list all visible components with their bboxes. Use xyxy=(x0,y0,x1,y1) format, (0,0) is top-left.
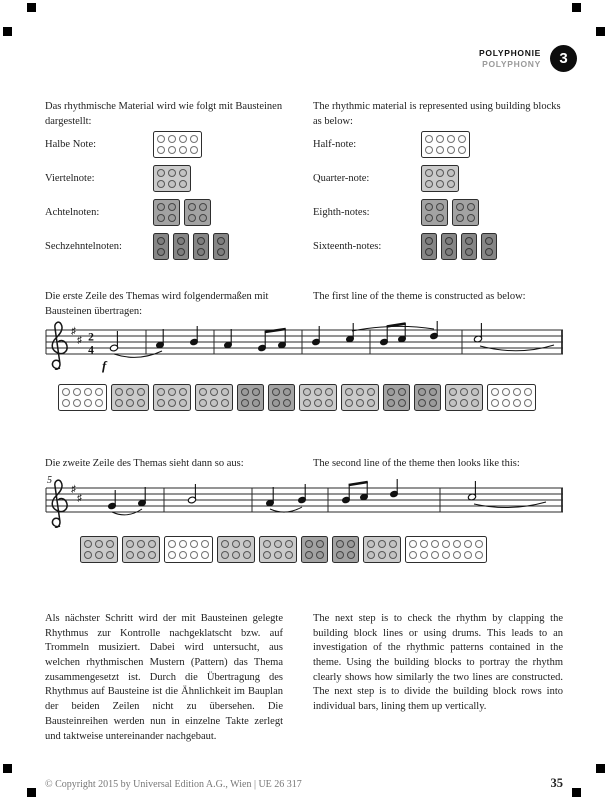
building-block-quarter xyxy=(122,536,160,563)
stud xyxy=(210,388,218,396)
stud xyxy=(201,551,209,559)
stud xyxy=(367,540,375,548)
note-type-label: Achtelnoten: xyxy=(45,206,100,218)
dynamic-marking: f xyxy=(102,358,107,373)
legend-column-german xyxy=(45,127,283,263)
stud xyxy=(95,551,103,559)
building-block-eighth xyxy=(452,199,479,226)
stud xyxy=(168,203,176,211)
stud xyxy=(274,540,282,548)
building-block-quarter xyxy=(153,165,191,192)
stud xyxy=(197,237,205,245)
stud xyxy=(436,203,444,211)
line2-caption-german: Die zweite Zeile des Themas sieht dann so aus: xyxy=(45,458,244,469)
stud xyxy=(502,388,510,396)
line2-caption-row xyxy=(45,457,563,472)
stud xyxy=(425,203,433,211)
stud xyxy=(387,388,395,396)
stud xyxy=(157,237,165,245)
stud xyxy=(387,399,395,407)
building-block-sixteenth xyxy=(193,233,209,260)
building-block-quarter xyxy=(195,384,233,411)
intro-text-german: Das rhythmische Material wird wie folgt mit Bausteinen dargestellt: xyxy=(45,101,283,127)
stud xyxy=(177,248,185,256)
stud xyxy=(210,399,218,407)
stud xyxy=(336,551,344,559)
building-block-eighth xyxy=(268,384,295,411)
stud xyxy=(458,135,466,143)
stud xyxy=(305,540,313,548)
copyright-notice: © Copyright 2015 by Universal Edition A.G., Wien | UE 26 317 xyxy=(45,779,302,790)
stud xyxy=(436,180,444,188)
stud xyxy=(157,388,165,396)
note-type-label: Halbe Note: xyxy=(45,138,97,150)
building-block-sixteenth xyxy=(441,233,457,260)
stud xyxy=(485,237,493,245)
building-block-eighth xyxy=(237,384,264,411)
page-number: 35 xyxy=(550,776,563,790)
stud xyxy=(425,248,433,256)
stud xyxy=(316,540,324,548)
building-block-half xyxy=(487,384,536,411)
stud xyxy=(126,399,134,407)
stud xyxy=(95,540,103,548)
stud xyxy=(137,540,145,548)
building-block-sixteenth xyxy=(421,233,437,260)
crop-mark xyxy=(596,764,605,773)
stud xyxy=(409,540,417,548)
building-block-half xyxy=(58,384,107,411)
stud xyxy=(314,388,322,396)
staff-lines xyxy=(46,330,563,354)
stud xyxy=(243,540,251,548)
stud xyxy=(84,399,92,407)
stud xyxy=(465,237,473,245)
treble-clef-icon xyxy=(52,322,67,369)
building-block-quarter xyxy=(299,384,337,411)
line2-caption-english: The second line of the theme then looks like this: xyxy=(313,458,520,469)
stud xyxy=(168,399,176,407)
stud xyxy=(241,388,249,396)
building-block-half xyxy=(164,536,213,563)
stud xyxy=(95,388,103,396)
stud xyxy=(157,248,165,256)
crop-mark xyxy=(27,788,36,797)
building-block-sixteenth xyxy=(213,233,229,260)
intro-row xyxy=(45,100,563,129)
stud xyxy=(325,399,333,407)
stud xyxy=(274,551,282,559)
building-block-quarter xyxy=(421,165,459,192)
stud xyxy=(179,551,187,559)
stud xyxy=(356,388,364,396)
stud xyxy=(179,135,187,143)
stud xyxy=(305,551,313,559)
building-block-eighth xyxy=(383,384,410,411)
stud xyxy=(84,540,92,548)
time-signature-lower: 4 xyxy=(88,344,94,357)
stud xyxy=(436,214,444,222)
stud xyxy=(431,551,439,559)
legend-row-quarter xyxy=(313,161,563,195)
note-type-label: Half-note: xyxy=(313,138,357,150)
line1-caption-english: The first line of the theme is constructed as below: xyxy=(313,291,526,302)
stud xyxy=(168,169,176,177)
stud xyxy=(378,551,386,559)
stud xyxy=(157,203,165,211)
building-block-eighth xyxy=(332,536,359,563)
stud xyxy=(126,540,134,548)
stud xyxy=(420,551,428,559)
music-staff-line-1 xyxy=(42,316,567,380)
stud xyxy=(447,180,455,188)
stud xyxy=(157,135,165,143)
stud xyxy=(148,551,156,559)
stud xyxy=(431,540,439,548)
body-text-english: The next step is to check the rhythm by clapping the building block lines or using drums. This leads to an investigation of the rhythmic patterns contained in the theme. Using the building blocks to portray the rhythm clearly shows how similarly the two lines are constructed. The next step is to divide the building block rows into individual bars, lining them up vertically. xyxy=(313,613,563,713)
legend-row-sixteenth xyxy=(313,229,563,263)
building-block-quarter xyxy=(80,536,118,563)
stud xyxy=(458,146,466,154)
stud xyxy=(190,540,198,548)
building-block-quarter xyxy=(111,384,149,411)
stud xyxy=(232,551,240,559)
stud xyxy=(157,399,165,407)
building-block-eighth xyxy=(421,199,448,226)
stud xyxy=(449,388,457,396)
body-text-german: Als nächster Schritt wird der mit Bausteinen gelegte Rhythmus zur Kontrolle nachgeklatscht bzw. auf Trommeln musiziert. Dabei wird untersucht, aus welchen rhythmischen Mustern (Pattern) das Thema zusammengesetzt ist. Durch die Übertragung des Rhythmus auf Bausteine ist die Ähnlichkeit im Bauplan der beiden Zeilen nicht zu übersehen. Die Bausteinreihen werden nun in einzelne Takte zerlegt und taktweise untereinander nachgebaut. xyxy=(45,613,283,742)
stud xyxy=(157,180,165,188)
stud xyxy=(442,551,450,559)
stud xyxy=(232,540,240,548)
chapter-titles xyxy=(479,48,541,69)
stud xyxy=(252,399,260,407)
legend-row-eighth xyxy=(313,195,563,229)
chapter-title-english: POLYPHONY xyxy=(482,58,541,69)
building-block-quarter xyxy=(341,384,379,411)
stud xyxy=(398,388,406,396)
stud xyxy=(157,169,165,177)
stud xyxy=(491,399,499,407)
stud xyxy=(84,388,92,396)
stud xyxy=(336,540,344,548)
chapter-title-german: POLYPHONIE xyxy=(479,47,541,58)
stud xyxy=(471,399,479,407)
building-block-quarter xyxy=(259,536,297,563)
stud xyxy=(179,180,187,188)
measure-number: 5 xyxy=(47,475,52,486)
legend-blocks xyxy=(153,199,211,226)
stud xyxy=(447,135,455,143)
stud xyxy=(420,540,428,548)
stud xyxy=(137,551,145,559)
stud xyxy=(179,540,187,548)
building-block-quarter xyxy=(217,536,255,563)
stud xyxy=(115,399,123,407)
stud xyxy=(168,540,176,548)
stud xyxy=(513,399,521,407)
stud xyxy=(179,388,187,396)
stud xyxy=(524,399,532,407)
stud xyxy=(190,135,198,143)
note-type-label: Sechzehntelnoten: xyxy=(45,240,122,252)
stud xyxy=(126,551,134,559)
stud xyxy=(467,214,475,222)
stud xyxy=(347,551,355,559)
stud xyxy=(188,203,196,211)
stud xyxy=(425,135,433,143)
stud xyxy=(425,180,433,188)
stud xyxy=(465,248,473,256)
stud xyxy=(447,169,455,177)
stud xyxy=(303,399,311,407)
stud xyxy=(429,399,437,407)
legend-row-eighth xyxy=(45,195,283,229)
stud xyxy=(347,540,355,548)
treble-clef-icon xyxy=(52,480,67,527)
stud xyxy=(168,551,176,559)
sharp-icon: ♯ xyxy=(71,484,76,495)
stud xyxy=(356,399,364,407)
building-block-quarter xyxy=(153,384,191,411)
stud xyxy=(201,540,209,548)
legend-blocks xyxy=(153,233,229,260)
stud xyxy=(464,540,472,548)
stud xyxy=(199,203,207,211)
stud xyxy=(456,203,464,211)
page-header xyxy=(479,45,577,72)
stud xyxy=(179,146,187,154)
stud xyxy=(197,248,205,256)
stud xyxy=(475,540,483,548)
legend-blocks xyxy=(421,233,497,260)
stud xyxy=(445,237,453,245)
building-block-long xyxy=(405,536,487,563)
stud xyxy=(137,388,145,396)
stud xyxy=(460,388,468,396)
stud xyxy=(252,388,260,396)
stud xyxy=(148,540,156,548)
legend-row-half xyxy=(45,127,283,161)
stud xyxy=(126,388,134,396)
stud xyxy=(418,388,426,396)
stud xyxy=(367,551,375,559)
stud xyxy=(272,399,280,407)
stud xyxy=(316,551,324,559)
stud xyxy=(179,399,187,407)
stud xyxy=(460,399,468,407)
stud xyxy=(475,551,483,559)
building-block-sixteenth xyxy=(461,233,477,260)
stud xyxy=(345,399,353,407)
stud xyxy=(442,540,450,548)
stud xyxy=(513,388,521,396)
stud xyxy=(221,388,229,396)
note-type-label: Eighth-notes: xyxy=(313,206,370,218)
stud xyxy=(502,399,510,407)
note-legend xyxy=(45,127,563,263)
stud xyxy=(168,180,176,188)
slurs xyxy=(112,502,546,515)
stud xyxy=(285,540,293,548)
stud xyxy=(106,540,114,548)
stud xyxy=(221,551,229,559)
stud xyxy=(447,146,455,154)
stud xyxy=(217,248,225,256)
crop-mark xyxy=(3,764,12,773)
stud xyxy=(272,388,280,396)
stud xyxy=(425,214,433,222)
stud xyxy=(188,214,196,222)
crop-mark xyxy=(572,3,581,12)
stud xyxy=(137,399,145,407)
stud xyxy=(168,388,176,396)
stud xyxy=(418,399,426,407)
stud xyxy=(283,388,291,396)
building-block-sixteenth xyxy=(153,233,169,260)
stud xyxy=(471,388,479,396)
building-block-half xyxy=(153,131,202,158)
stud xyxy=(485,248,493,256)
stud xyxy=(106,551,114,559)
building-block-eighth xyxy=(153,199,180,226)
stud xyxy=(73,399,81,407)
stud xyxy=(436,169,444,177)
stud xyxy=(325,388,333,396)
stud xyxy=(464,551,472,559)
stud xyxy=(241,399,249,407)
stud xyxy=(314,399,322,407)
stud xyxy=(221,540,229,548)
stud xyxy=(168,135,176,143)
stud xyxy=(453,540,461,548)
stud xyxy=(449,399,457,407)
crop-mark xyxy=(572,788,581,797)
body-row xyxy=(45,612,563,744)
stud xyxy=(199,388,207,396)
stud xyxy=(95,399,103,407)
legend-blocks xyxy=(153,165,191,192)
stud xyxy=(367,388,375,396)
block-row-line-2 xyxy=(80,536,487,563)
stud xyxy=(190,551,198,559)
stud xyxy=(168,146,176,154)
legend-column-english xyxy=(313,127,563,263)
stud xyxy=(467,203,475,211)
legend-blocks xyxy=(421,199,479,226)
stud xyxy=(62,388,70,396)
stud xyxy=(389,551,397,559)
stud xyxy=(73,388,81,396)
sharp-icon: ♯ xyxy=(77,335,82,346)
building-block-eighth xyxy=(414,384,441,411)
note-type-label: Sixteenth-notes: xyxy=(313,240,382,252)
line1-caption-row xyxy=(45,290,563,319)
stud xyxy=(378,540,386,548)
stud xyxy=(303,388,311,396)
stud xyxy=(157,214,165,222)
stud xyxy=(84,551,92,559)
legend-blocks xyxy=(421,131,470,158)
building-block-sixteenth xyxy=(173,233,189,260)
legend-blocks xyxy=(421,165,459,192)
stud xyxy=(436,135,444,143)
legend-blocks xyxy=(153,131,202,158)
building-block-half xyxy=(421,131,470,158)
stud xyxy=(524,388,532,396)
stud xyxy=(453,551,461,559)
stud xyxy=(425,169,433,177)
crop-mark xyxy=(3,27,12,36)
crop-mark xyxy=(596,27,605,36)
legend-row-half xyxy=(313,127,563,161)
stud xyxy=(425,146,433,154)
music-staff-line-2 xyxy=(42,474,567,538)
stud xyxy=(199,399,207,407)
stud xyxy=(285,551,293,559)
note-type-label: Quarter-note: xyxy=(313,172,370,184)
line1-caption-german: Die erste Zeile des Themas wird folgendermaßen mit Bausteinen übertragen: xyxy=(45,291,269,317)
building-block-quarter xyxy=(363,536,401,563)
sharp-icon: ♯ xyxy=(71,326,76,337)
stud xyxy=(409,551,417,559)
stud xyxy=(283,399,291,407)
building-block-quarter xyxy=(445,384,483,411)
building-block-eighth xyxy=(184,199,211,226)
intro-text-english: The rhythmic material is represented using building blocks as below: xyxy=(313,101,561,127)
note-type-label: Viertelnote: xyxy=(45,172,95,184)
page-footer xyxy=(45,776,563,791)
stud xyxy=(491,388,499,396)
stud xyxy=(389,540,397,548)
stud xyxy=(367,399,375,407)
stud xyxy=(425,237,433,245)
stud xyxy=(62,399,70,407)
stud xyxy=(168,214,176,222)
stud xyxy=(445,248,453,256)
legend-row-quarter xyxy=(45,161,283,195)
chapter-number-badge: 3 xyxy=(550,45,577,72)
stud xyxy=(345,388,353,396)
stud xyxy=(263,540,271,548)
building-block-sixteenth xyxy=(481,233,497,260)
time-signature-upper: 2 xyxy=(88,331,94,344)
stud xyxy=(179,169,187,177)
stud xyxy=(243,551,251,559)
stud xyxy=(436,146,444,154)
block-row-line-1 xyxy=(58,384,536,411)
stud xyxy=(429,388,437,396)
stud xyxy=(190,146,198,154)
stud xyxy=(398,399,406,407)
stud xyxy=(157,146,165,154)
stud xyxy=(199,214,207,222)
stud xyxy=(115,388,123,396)
legend-row-sixteenth xyxy=(45,229,283,263)
crop-mark xyxy=(27,3,36,12)
stud xyxy=(177,237,185,245)
stud xyxy=(221,399,229,407)
stud xyxy=(456,214,464,222)
stud xyxy=(217,237,225,245)
stud xyxy=(263,551,271,559)
building-block-eighth xyxy=(301,536,328,563)
sharp-icon: ♯ xyxy=(77,493,82,504)
